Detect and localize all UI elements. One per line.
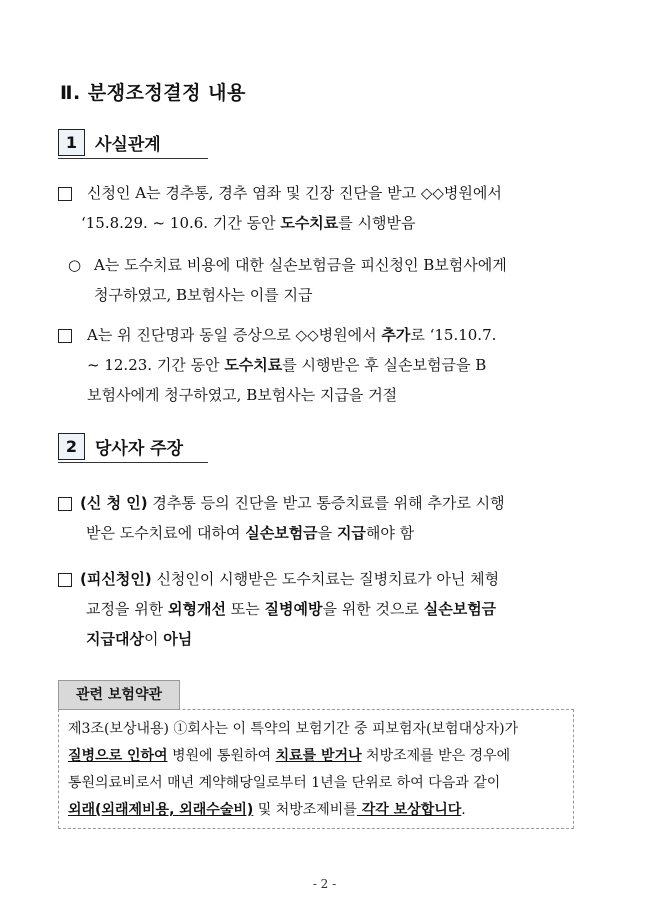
claim-respondent-line-3: 지급대상이 아님 bbox=[86, 630, 193, 648]
fact-item-2-line-2: ~ 12.23. 기간 동안 도수치료를 시행받은 후 실손보험금을 B bbox=[87, 356, 487, 374]
claim-respondent-line-1: (피신청인) 신청인이 시행받은 도수치료는 질병치료가 아닌 체형 bbox=[80, 570, 500, 588]
clause-line-3: 통원의료비로서 매년 계약해당일로부터 1년을 단위로 하여 다음과 같이 bbox=[68, 775, 501, 791]
clause-line-2: 질병으로 인하여 병원에 통원하여 치료를 받거나 처방조제를 받은 경우에 bbox=[68, 748, 511, 764]
clause-box bbox=[58, 709, 574, 829]
section-title: Ⅱ. 분쟁조정결정 내용 bbox=[60, 82, 246, 104]
subheading-claims bbox=[58, 430, 208, 463]
fact-sub-item-line-1: A는 도수치료 비용에 대한 실손보험금을 피신청인 B보험사에게 bbox=[94, 256, 507, 274]
fact-item-1-line-1: 신청인 A는 경추통, 경추 염좌 및 긴장 진단을 받고 ◇◇병원에서 bbox=[87, 184, 502, 202]
subheading-number: 1 bbox=[58, 129, 85, 156]
subheading-label: 당사자 주장 bbox=[95, 439, 184, 459]
checkbox-bullet bbox=[58, 178, 72, 208]
party-label: (신 청 인) bbox=[80, 494, 148, 512]
claim-applicant-line-1: (신 청 인) 경추통 등의 진단을 받고 통증치료를 위해 추가로 시행 bbox=[80, 494, 505, 512]
checkbox-bullet bbox=[58, 488, 72, 518]
fact-item-2-line-1: A는 위 진단명과 동일 증상으로 ◇◇병원에서 추가로 ‘15.10.7. bbox=[87, 326, 497, 344]
party-label: (피신청인) bbox=[80, 570, 152, 588]
clause-tab: 관련 보험약관 bbox=[58, 680, 180, 710]
fact-sub-item-line-2: 청구하였고, B보험사는 이를 지급 bbox=[94, 286, 313, 304]
claim-applicant-line-2: 받은 도수치료에 대하여 실손보험금을 지급해야 함 bbox=[86, 524, 415, 542]
claim-respondent-line-2: 교정을 위한 외형개선 또는 질병예방을 위한 것으로 실손보험금 bbox=[86, 600, 497, 618]
circle-bullet: ○ bbox=[68, 256, 82, 274]
checkbox-bullet bbox=[58, 320, 72, 350]
subheading-facts bbox=[58, 126, 208, 159]
page-number: - 2 - bbox=[312, 877, 337, 891]
fact-item-1-line-2: ‘15.8.29. ~ 10.6. 기간 동안 도수치료를 시행받음 bbox=[81, 214, 416, 232]
subheading-label: 사실관계 bbox=[95, 135, 161, 155]
subheading-number: 2 bbox=[58, 433, 85, 460]
clause-line-1: 제3조(보상내용) ①회사는 이 특약의 보험기간 중 피보험자(보험대상자)가 bbox=[68, 721, 519, 737]
fact-item-2-line-3: 보험사에게 청구하였고, B보험사는 지급을 거절 bbox=[87, 386, 398, 404]
clause-line-4: 외래(외래제비용, 외래수술비) 및 처방조제비를 각각 보상합니다. bbox=[68, 802, 466, 818]
checkbox-bullet bbox=[58, 564, 72, 594]
